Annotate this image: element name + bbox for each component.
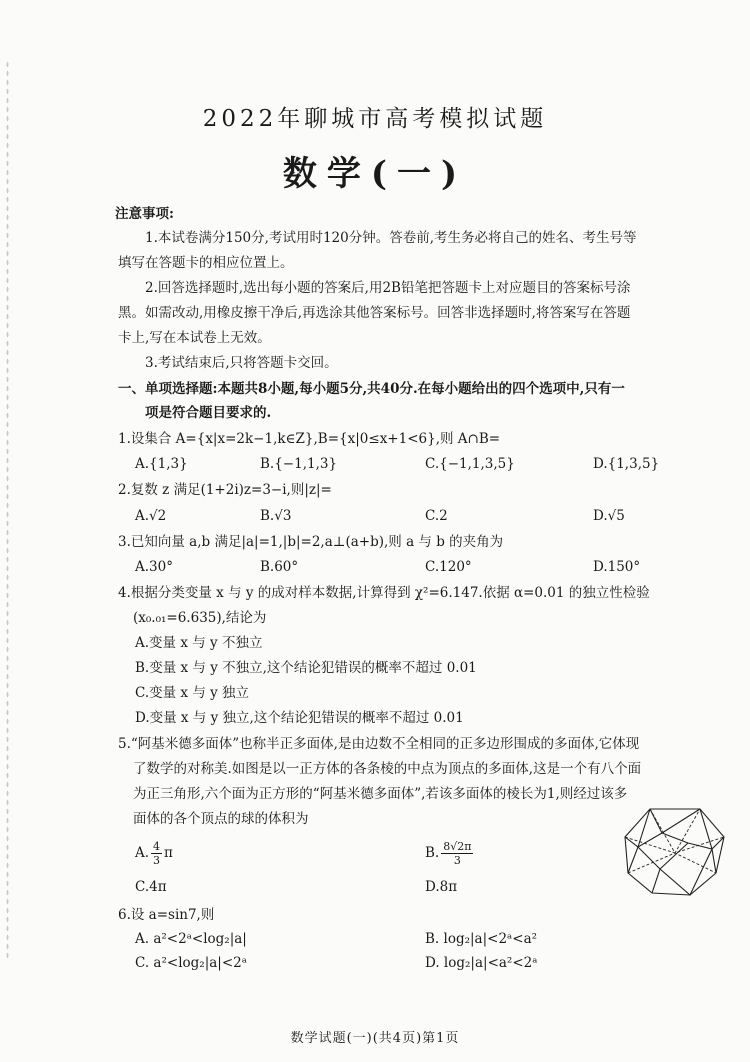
q4-option-d: D.变量 x 与 y 独立,这个结论犯错误的概率不超过 0.01 xyxy=(135,710,464,726)
notice-item3: 3.考试结束后,只将答题卡交回。 xyxy=(145,355,338,371)
notice-item2-line2: 黑。如需改动,用橡皮擦干净后,再选涂其他答案标号。回答非选择题时,将答案写在答题 xyxy=(118,305,631,321)
q3-option-b: B.60° xyxy=(260,559,299,575)
section1-line1: 一、单项选择题:本题共8小题,每小题5分,共40分.在每小题给出的四个选项中,只有一 xyxy=(118,381,625,397)
q5-option-b xyxy=(425,840,475,867)
q5-line1: 5.“阿基米德多面体”也称半正多面体,是由边数不全相同的正多边形围成的多面体,它体现 xyxy=(118,736,640,752)
q5-line2: 了数学的对称美.如图是以一正方体的各条棱的中点为顶点的多面体,这是一个有八个面 xyxy=(133,761,642,777)
q6-option-b: B. log₂|a|<2ᵃ<a² xyxy=(425,931,538,947)
subject-title: 数学(一) xyxy=(282,154,468,194)
q5-option-d: D.8π xyxy=(425,879,458,895)
q2-option-c: C.2 xyxy=(425,508,448,524)
q2-option-d: D.√5 xyxy=(593,508,625,524)
q3-stem: 3.已知向量 a,b 满足|a|=1,|b|=2,a⊥(a+b),则 a 与 b 的夹角为 xyxy=(118,534,504,550)
q5-line4: 面体的各个顶点的球的体积为 xyxy=(133,811,309,827)
q6-stem: 6.设 a=sin7,则 xyxy=(118,907,215,923)
cuboctahedron-figure xyxy=(620,803,730,899)
q4-line1: 4.根据分类变量 x 与 y 的成对样本数据,计算得到 χ²=6.147.依据 α=0.01 的独立性检验 xyxy=(118,585,650,601)
notice-item1-line2: 填写在答题卡的相应位置上。 xyxy=(118,255,294,271)
q4-option-a: A.变量 x 与 y 不独立 xyxy=(135,635,263,651)
q5-option-a-denominator: 3 xyxy=(153,854,161,867)
q2-option-a: A.√2 xyxy=(135,508,167,524)
q5-option-b-fraction xyxy=(441,840,473,867)
q5-option-a-label: A. xyxy=(135,845,150,861)
q3-option-c: C.120° xyxy=(425,559,472,575)
exam-title: 2022年聊城市高考模拟试题 xyxy=(202,106,548,132)
q3-option-a: A.30° xyxy=(135,559,173,575)
notice-item1-line1: 1.本试卷满分150分,考试用时120分钟。答卷前,考生务必将自己的姓名、考生号等 xyxy=(145,230,637,246)
q5-option-c: C.4π xyxy=(135,879,167,895)
q2-stem: 2.复数 z 满足(1+2i)z=3−i,则|z|= xyxy=(118,482,332,498)
q1-option-b: B.{−1,1,3} xyxy=(260,456,338,472)
q1-stem: 1.设集合 A={x|x=2k−1,k∈Z},B={x|0≤x+1<6},则 A∩B= xyxy=(118,431,501,447)
scan-edge-marks xyxy=(6,60,9,960)
q1-option-a: A.{1,3} xyxy=(135,456,188,472)
q5-option-a-fraction xyxy=(151,840,162,867)
q6-option-c: C. a²<log₂|a|<2ᵃ xyxy=(135,955,247,971)
q5-option-a-numerator: 4 xyxy=(153,840,161,853)
q6-option-d: D. log₂|a|<a²<2ᵃ xyxy=(425,955,538,971)
q5-option-a-pi: π xyxy=(164,845,173,861)
q4-option-c: C.变量 x 与 y 独立 xyxy=(135,685,250,701)
q1-option-d: D.{1,3,5} xyxy=(593,456,660,472)
q5-option-b-denominator: 3 xyxy=(453,854,461,867)
q4-line2: (x₀.₀₁=6.635),结论为 xyxy=(133,610,267,626)
notice-item2-line1: 2.回答选择题时,选出每小题的答案后,用2B铅笔把答题卡上对应题目的答案标号涂 xyxy=(145,280,631,296)
notice-item2-line3: 卡上,写在本试卷上无效。 xyxy=(118,330,271,346)
q2-option-b: B.√3 xyxy=(260,508,292,524)
notice-heading: 注意事项: xyxy=(115,206,174,222)
q4-option-b: B.变量 x 与 y 不独立,这个结论犯错误的概率不超过 0.01 xyxy=(135,660,477,676)
section1-line2: 项是符合题目要求的. xyxy=(145,405,272,421)
q1-option-c: C.{−1,1,3,5} xyxy=(425,456,515,472)
q5-option-a xyxy=(135,840,173,867)
q3-option-d: D.150° xyxy=(593,559,641,575)
q6-option-a: A. a²<2ᵃ<log₂|a| xyxy=(135,931,247,947)
q5-option-b-label: B. xyxy=(425,845,440,861)
q5-option-b-numerator: 8√2π xyxy=(443,840,472,853)
page-footer: 数学试题(一)(共4页)第1页 xyxy=(290,1031,460,1046)
q5-line3: 为正三角形,六个面为正方形的“阿基米德多面体”,若该多面体的棱长为1,则经过该多 xyxy=(133,786,628,802)
